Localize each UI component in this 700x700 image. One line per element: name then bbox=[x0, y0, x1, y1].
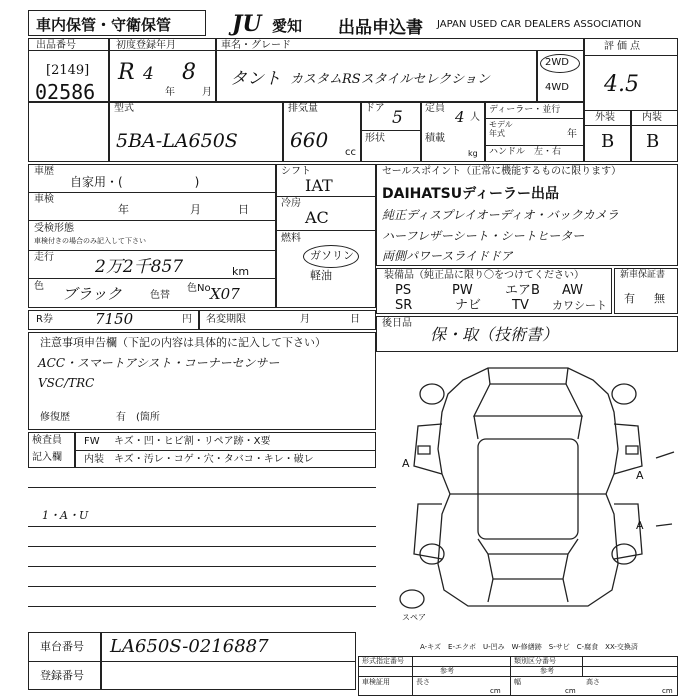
car-damage-diagram bbox=[378, 354, 678, 629]
model-label: 型式 bbox=[114, 103, 134, 114]
inspection-day: 日 bbox=[238, 203, 249, 216]
doors-label: ドア bbox=[365, 103, 385, 114]
name-change-day: 日 bbox=[350, 314, 360, 325]
received-note: 車検付きの場合のみ記入して下さい bbox=[34, 237, 146, 245]
inspector-row2-prefix: 内装 bbox=[84, 454, 104, 465]
doors-value: 5 bbox=[392, 108, 403, 128]
load-label: 積載 bbox=[425, 133, 445, 144]
warranty-none: 無 bbox=[654, 292, 665, 305]
lot-number: 02586 bbox=[35, 80, 96, 104]
plate-label: 登録番号 bbox=[40, 669, 84, 682]
recycle-row bbox=[28, 310, 376, 330]
ju-logo: JU bbox=[232, 11, 262, 37]
history-value: 自家用・( ) bbox=[70, 175, 200, 189]
after-items-value: 保・取（技術書） bbox=[430, 325, 559, 344]
exterior-label: 外装 bbox=[595, 112, 615, 123]
fuel-gas: ガソリン bbox=[310, 249, 354, 262]
notes-line2: VSC/TRC bbox=[38, 376, 95, 390]
equip-kawa-seat: カワシート bbox=[552, 299, 607, 312]
inspector-row2: キズ・汚レ・コゲ・穴・タバコ・キレ・破レ bbox=[114, 454, 314, 465]
color-change-label: 色替 bbox=[150, 290, 170, 301]
inspector-row1: キズ・凹・ヒビ割・リペア跡・X要 bbox=[114, 436, 271, 447]
grade-eval-value: 4.5 bbox=[604, 72, 639, 97]
inspector-label-2: 記入欄 bbox=[32, 452, 62, 463]
lot-bracket: [2149] bbox=[46, 63, 90, 78]
year-unit: 年 bbox=[165, 87, 175, 98]
selling-points-label: セールスポイント（正常に機能するものに限ります） bbox=[382, 166, 622, 177]
aircon-value: AC bbox=[305, 208, 329, 227]
notes-line1: ACC・スマートアシスト・コーナーセンサー bbox=[38, 356, 280, 370]
history-label: 車歴 bbox=[34, 166, 54, 177]
received-label: 受検形態 bbox=[34, 223, 74, 234]
capacity-label: 定員 bbox=[425, 103, 445, 114]
color-label: 色 bbox=[34, 281, 44, 292]
spec-width: 幅 bbox=[514, 678, 521, 686]
equip-aw: AW bbox=[562, 283, 584, 298]
damage-mark-2: A bbox=[636, 469, 644, 482]
mileage-unit: km bbox=[232, 265, 250, 278]
association-name: JAPAN USED CAR DEALERS ASSOCIATION bbox=[437, 19, 642, 30]
spec-unit-3: cm bbox=[662, 687, 673, 695]
recycle-value: 7150 bbox=[95, 310, 134, 328]
spec-cert: 車検証用 bbox=[362, 678, 390, 686]
equip-airbag: エアB bbox=[505, 283, 540, 298]
model-value: 5BA-LA650S bbox=[116, 130, 238, 152]
car-grade: カスタムRSスタイルセレクション bbox=[290, 72, 490, 87]
shift-label: シフト bbox=[281, 166, 311, 177]
after-items-label: 後日品 bbox=[382, 318, 412, 329]
equip-ps: PS bbox=[395, 283, 412, 298]
dealer-listing: DAIHATSUディーラー出品 bbox=[382, 186, 560, 202]
selling-line2: ハーフレザーシート・シートヒーター bbox=[382, 229, 585, 243]
displacement-label: 排気量 bbox=[288, 103, 318, 114]
inspector-label: 検査員 bbox=[32, 435, 62, 446]
spec-ref-2: 参考 bbox=[540, 667, 554, 675]
drive-2wd: 2WD bbox=[545, 57, 569, 68]
recycle-unit: 円 bbox=[182, 314, 192, 325]
equip-navi: ナビ bbox=[455, 298, 482, 313]
registration-month: 8 bbox=[182, 60, 196, 85]
inspection-label: 車検 bbox=[34, 194, 54, 205]
selling-line3: 両側パワースライドドア bbox=[382, 249, 513, 263]
form-title: 出品申込書 bbox=[338, 18, 423, 38]
color-value: ブラック bbox=[62, 285, 122, 303]
selling-line1: 純正ディスプレイオーディオ・バックカメラ bbox=[382, 208, 619, 222]
inspection-month: 月 bbox=[190, 203, 201, 216]
grade-eval-label: 評価点 bbox=[604, 41, 643, 52]
name-change-label: 名変期限 bbox=[206, 314, 246, 325]
spec-length: 長さ bbox=[416, 678, 430, 686]
registration-era: R bbox=[118, 60, 135, 85]
displacement-unit: cc bbox=[345, 147, 356, 158]
warranty-label: 新車保証書 bbox=[620, 270, 666, 280]
fuel-diesel: 軽油 bbox=[310, 269, 332, 282]
recycle-label: R券 bbox=[36, 314, 53, 325]
equipment-label: 装備品（純正品に限り〇をつけてください） bbox=[384, 270, 584, 281]
equip-tv: TV bbox=[512, 298, 529, 313]
shape-label: 形状 bbox=[365, 133, 385, 144]
spec-height: 高さ bbox=[586, 678, 600, 686]
lot-label: 出品番号 bbox=[36, 40, 76, 51]
drive-circle bbox=[540, 54, 580, 73]
name-change-month: 月 bbox=[300, 314, 310, 325]
car-name: タント bbox=[230, 69, 281, 89]
spec-unit-1: cm bbox=[490, 687, 501, 695]
color-no-label: 色No bbox=[187, 283, 211, 294]
interior-grade: B bbox=[646, 131, 660, 152]
repair-value: 有 (箇所 bbox=[116, 412, 160, 423]
spec-class-no: 類別区分番号 bbox=[514, 657, 556, 665]
capacity-unit: 人 bbox=[470, 112, 480, 123]
chassis-number: LA650S-0216887 bbox=[110, 636, 269, 657]
color-code: X07 bbox=[210, 285, 240, 303]
mileage-value: 2万2千857 bbox=[95, 257, 184, 277]
fuel-label: 燃料 bbox=[281, 233, 301, 244]
registration-year: 4 bbox=[143, 64, 154, 84]
warranty-has: 有 bbox=[624, 292, 635, 305]
damage-legend: A-キズ E-エクボ U-凹み W-修繕跡 S-サビ C-腐食 XX-交換済 bbox=[420, 643, 638, 651]
equip-pw: PW bbox=[452, 283, 473, 298]
inspection-year: 年 bbox=[118, 203, 129, 216]
model-name-label: 車名・グレード bbox=[221, 40, 291, 51]
aircon-label: 冷房 bbox=[281, 198, 301, 209]
dealer-import: ディーラー・並行 bbox=[489, 105, 561, 115]
notes-label: 注意事項申告欄（下記の内容は具体的に記入して下さい） bbox=[40, 336, 326, 349]
damage-mark-3: A bbox=[636, 519, 644, 532]
registration-label: 初度登録年月 bbox=[116, 40, 176, 51]
damage-mark-1: A bbox=[402, 457, 410, 470]
spec-ref-1: 参考 bbox=[440, 667, 454, 675]
shift-value: IAT bbox=[305, 176, 333, 195]
inspector-row1-prefix: FW bbox=[84, 436, 100, 447]
load-unit: kg bbox=[468, 149, 478, 158]
repair-label: 修復歴 bbox=[40, 412, 70, 423]
spec-unit-2: cm bbox=[565, 687, 576, 695]
mileage-label: 走行 bbox=[34, 252, 54, 263]
drive-4wd: 4WD bbox=[545, 82, 569, 93]
fuel-circle bbox=[303, 245, 359, 268]
inspector-note: 1・A・U bbox=[42, 509, 89, 522]
month-unit: 月 bbox=[202, 87, 212, 98]
capacity-value: 4 bbox=[455, 108, 465, 126]
interior-label: 内装 bbox=[642, 112, 662, 123]
handle-label: ハンドル 左・右 bbox=[489, 147, 562, 157]
model-year-unit: 年 bbox=[567, 129, 577, 140]
chassis-label: 車台番号 bbox=[40, 640, 84, 653]
equip-sr: SR bbox=[395, 298, 413, 313]
storage-label: 車内保管・守衛保管 bbox=[36, 16, 172, 34]
spare-label: スペア bbox=[402, 613, 426, 622]
displacement-value: 660 bbox=[290, 128, 329, 152]
model-year-label: モデル 年式 bbox=[489, 120, 513, 138]
spec-type-no: 形式指定番号 bbox=[362, 657, 404, 665]
exterior-grade: B bbox=[601, 131, 615, 152]
region-label: 愛知 bbox=[272, 17, 303, 35]
